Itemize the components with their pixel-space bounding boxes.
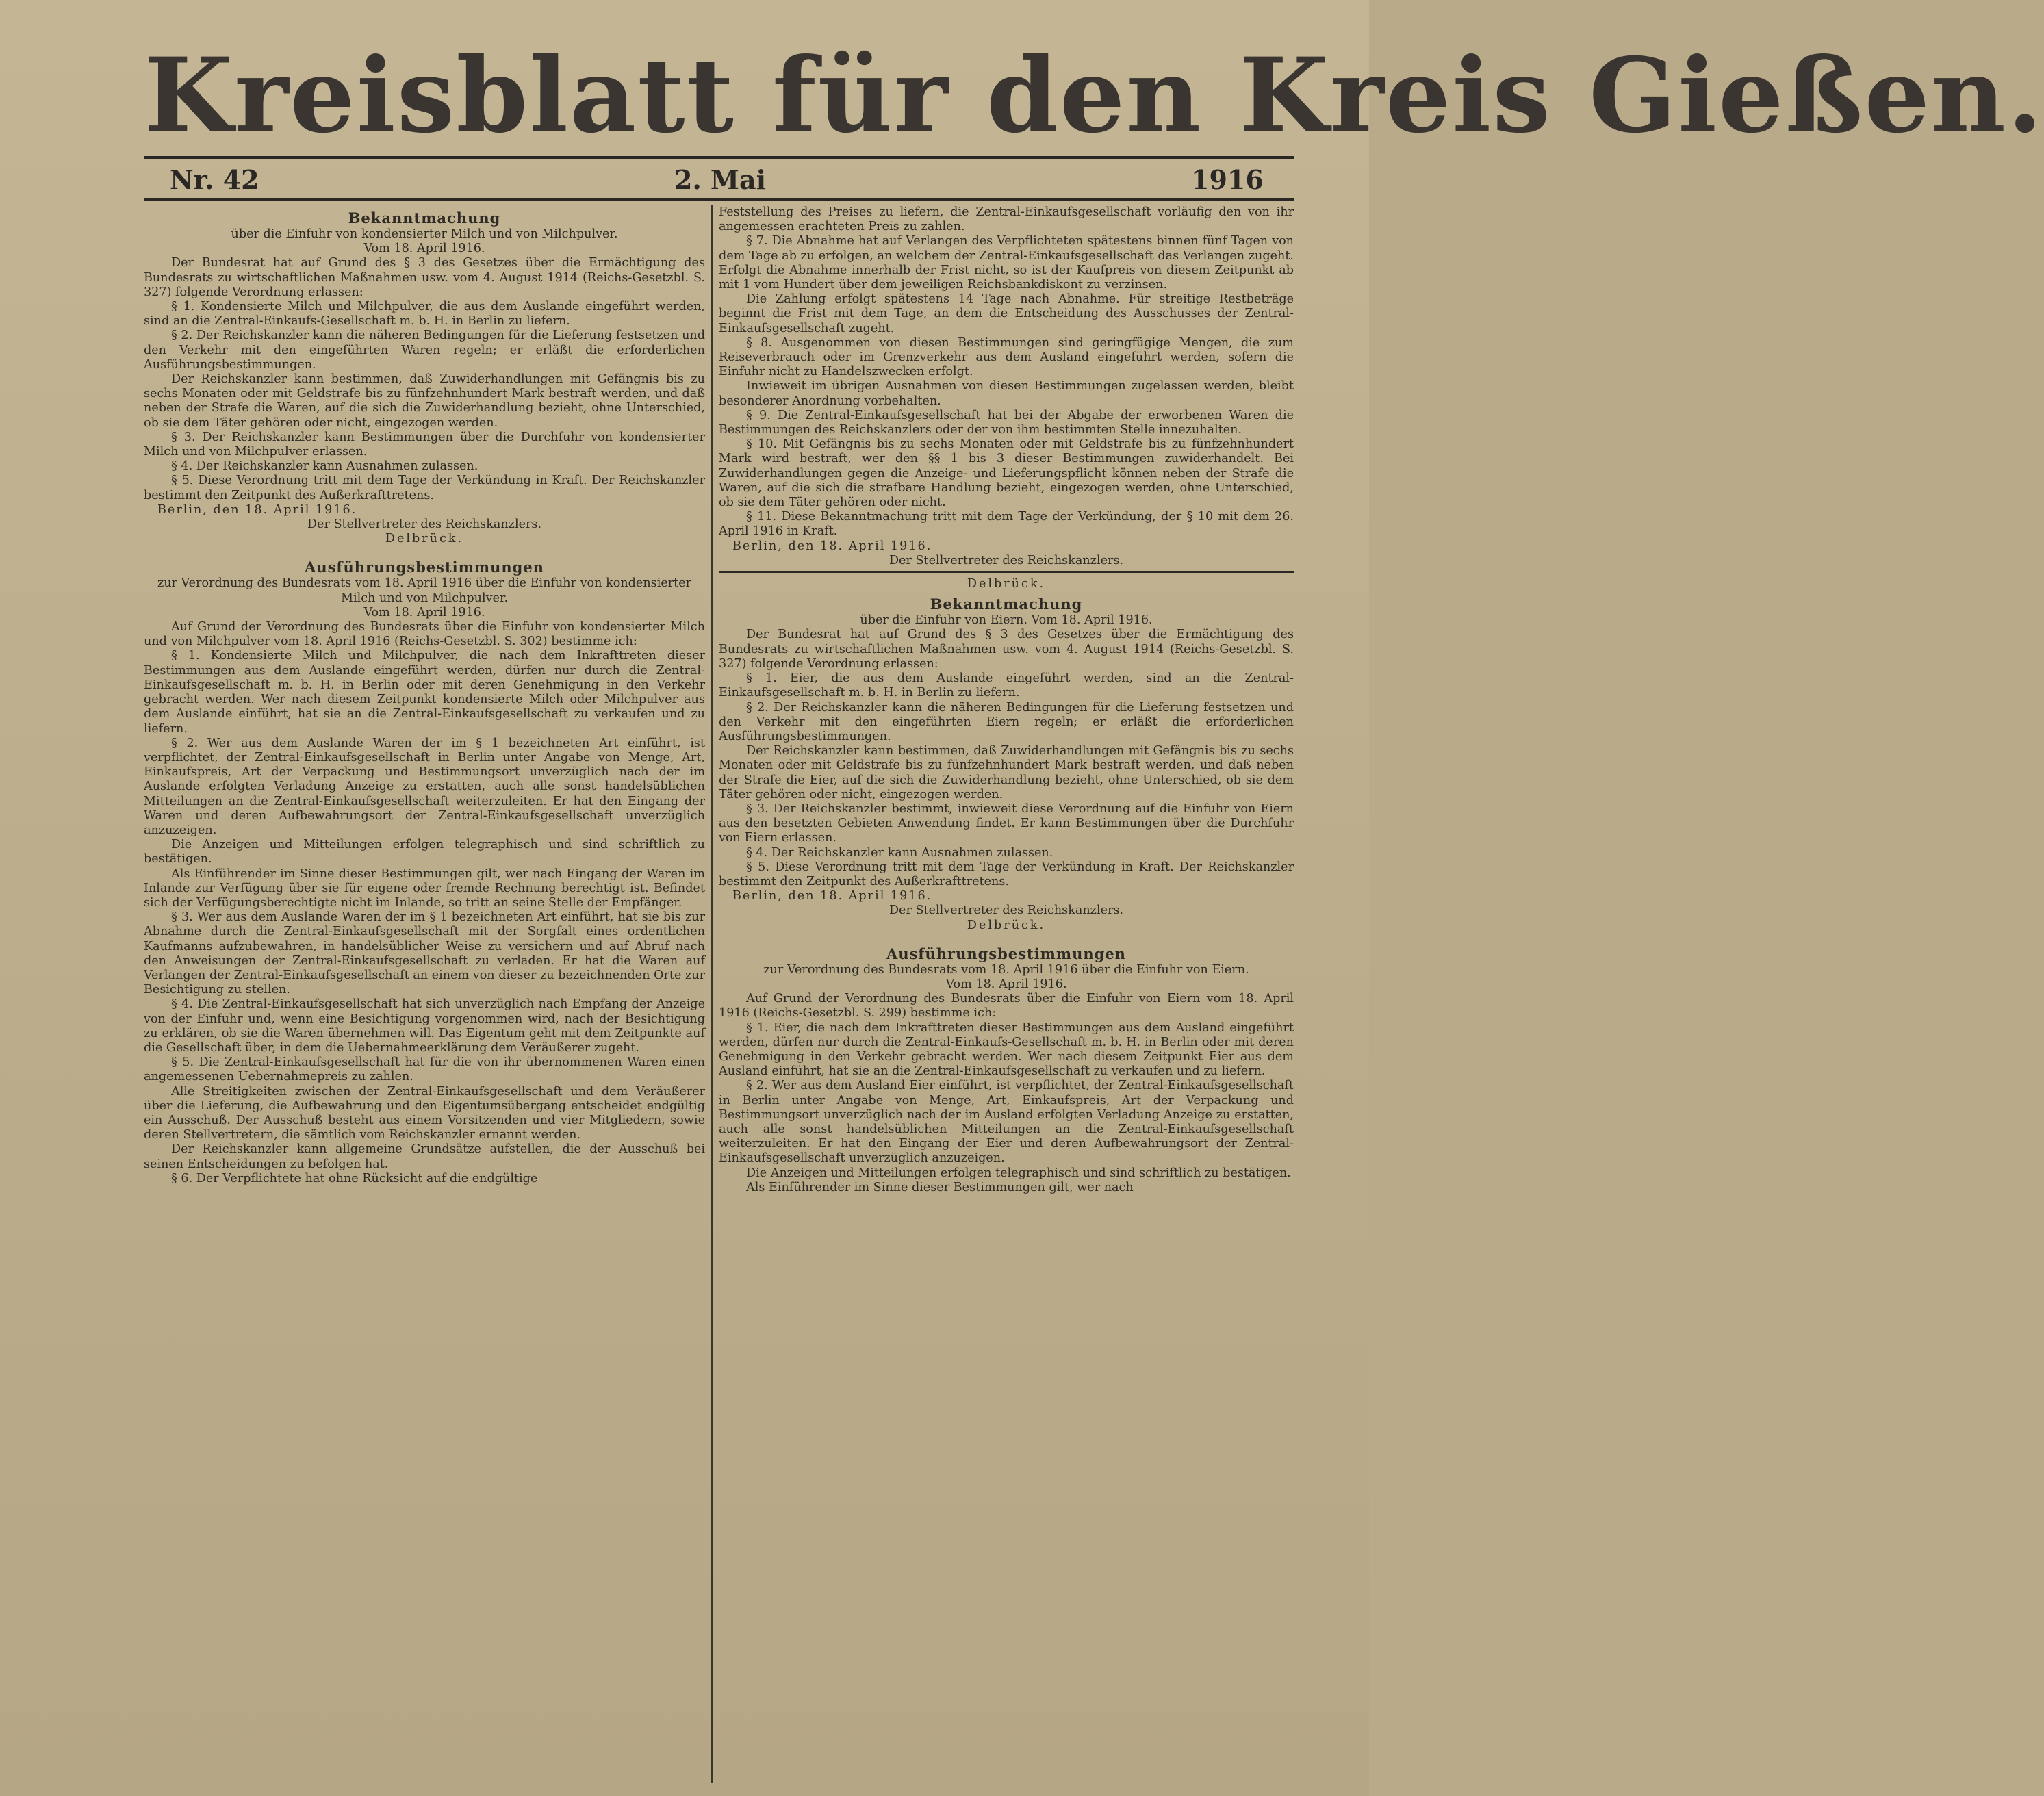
article-subtitle: zur Verordnung des Bundesrats vom 18. April 1916 über die Einfuhr von kondensierter Milch und von Milchpulver. — [157, 576, 692, 605]
article-paragraph: § 5. Die Zentral-Einkaufsgesellschaft hat für die von ihr übernommenen Waren einen angemessenen Uebernahmepreis zu zahlen. — [144, 1055, 705, 1084]
article-paragraph: § 5. Diese Verordnung tritt mit dem Tage der Verkündung in Kraft. Der Reichskanzler bestimmt den Zeitpunkt des Außerkrafttretens. — [144, 474, 705, 502]
article-subtitle-date: Vom 18. April 1916. — [363, 242, 485, 256]
article-paragraph: § 2. Der Reichskanzler kann die näheren Bedingungen für die Lieferung festsetzen und den Verkehr mit den eingeführten Eiern regeln; er erläßt die erforderlichen Ausführungsbestimmungen. — [719, 700, 1294, 743]
article-heading: Bekanntmachung — [930, 595, 1083, 613]
article-paragraph: § 7. Die Abnahme hat auf Verlangen des Verpflichteten spätestens binnen fünf Tagen von dem Tage ab zu erfolgen, an welchem der Zentral-Einkaufsgesellschaft das Verlangen zugeht. Erfolgt die Abnahme innerhalb der Frist nicht, so ist der Kaufpreis von diesem Zeitpunkt ab mit 1 vom Hundert über dem jeweiligen Reichsbankdiskont zu verzinsen. — [719, 234, 1294, 292]
article-subtitle: zur Verordnung des Bundesrats vom 18. April 1916 über die Einfuhr von Eiern. — [763, 962, 1249, 977]
article-paragraph: Als Einführender im Sinne dieser Bestimmungen gilt, wer nach — [746, 1180, 1134, 1194]
article-paragraph: Feststellung des Preises zu liefern, die Zentral-Einkaufsgesellschaft vorläufig den von ihr angemessen erachteten Preis zu zahlen. — [719, 205, 1294, 234]
article-heading: Ausführungsbestimmungen — [305, 559, 544, 576]
signature-place-date: Berlin, den 18. April 1916. — [732, 539, 932, 553]
article-paragraph: Der Bundesrat hat auf Grund des § 3 des Gesetzes über die Ermächtigung des Bundesrats zu wirtschaftlichen Maßnahmen usw. vom 4. August 1914 (Reichs-Gesetzbl. S. 327) folgende Verordnung erlassen: — [719, 628, 1294, 671]
article-paragraph: § 10. Mit Gefängnis bis zu sechs Monaten oder mit Geldstrafe bis zu fünfzehnhundert Mark wird bestraft, wer den §§ 1 bis 3 dieser Bestimmungen zuwiderhandelt. Bei Zuwiderhandlungen gegen die Anzeige- und Lieferungspflicht können neben der Strafe die Waren, auf die sich die strafbare Handlung bezieht, eingezogen werden, ohne Unterschied, ob sie dem Täter gehören oder nicht. — [719, 437, 1294, 510]
article-paragraph: § 4. Die Zentral-Einkaufsgesellschaft hat sich unverzüglich nach Empfang der Anzeige von der Einfuhr und, wenn eine Besichtigung vorgenommen wird, nach der Besichtigung zu erklären, ob sie die Waren übernehmen will. Das Eigentum geht mit dem Zeitpunkte auf die Gesellschaft über, in dem die Uebernahmeerklärung dem Veräußerer zugeht. — [144, 997, 705, 1055]
masthead-rule-bottom — [144, 198, 1294, 201]
article-subtitle-date: Vom 18. April 1916. — [945, 977, 1067, 991]
masthead-rule-top — [144, 156, 1294, 159]
article-paragraph: § 6. Der Verpflichtete hat ohne Rücksicht auf die endgültige — [171, 1171, 538, 1185]
article-paragraph: § 4. Der Reichskanzler kann Ausnahmen zulassen. — [171, 459, 478, 474]
article-paragraph: Die Anzeigen und Mitteilungen erfolgen telegraphisch und sind schriftlich zu bestätigen. — [746, 1166, 1291, 1180]
article-paragraph: § 1. Kondensierte Milch und Milchpulver, die aus dem Auslande eingeführt werden, sind an die Zentral-Einkaufs-Gesellschaft m. b. H. in Berlin zu liefern. — [144, 300, 705, 329]
article-paragraph: § 2. Der Reichskanzler kann die näheren Bedingungen für die Lieferung festsetzen und den Verkehr mit den eingeführten Waren regeln; er erläßt die erforderlichen Ausführungsbestimmungen. — [144, 329, 705, 372]
masthead-title: Kreisblatt für den Kreis Gießen. — [144, 36, 2044, 156]
article-paragraph: § 4. Der Reichskanzler kann Ausnahmen zulassen. — [746, 845, 1053, 860]
article-paragraph: Die Anzeigen und Mitteilungen erfolgen telegraphisch und sind schriftlich zu bestätigen. — [144, 838, 705, 867]
article-paragraph: § 3. Der Reichskanzler bestimmt, inwieweit diese Verordnung auf die Einfuhr von Eiern aus den besetzten Gebieten Anwendung findet. Er kann Bestimmungen über die Durchfuhr von Eiern erlassen. — [719, 801, 1294, 845]
article-heading: Bekanntmachung — [348, 209, 501, 227]
article-paragraph: Inwieweit im übrigen Ausnahmen von diesen Bestimmungen zugelassen werden, bleibt besonderer Anordnung vorbehalten. — [719, 379, 1294, 408]
article-subtitle: über die Einfuhr von kondensierter Milch und von Milchpulver. — [231, 227, 618, 241]
column-separator — [711, 205, 713, 1783]
right-column — [719, 205, 1294, 1783]
article-paragraph: Auf Grund der Verordnung des Bundesrats über die Einfuhr von Eiern vom 18. April 1916 (Reichs-Gesetzbl. S. 299) bestimme ich: — [719, 992, 1294, 1021]
article-paragraph: § 1. Eier, die nach dem Inkrafttreten dieser Bestimmungen aus dem Ausland eingeführt werden, dürfen nur durch die Zentral-Einkaufs-Gesellschaft m. b. H. in Berlin oder mit deren Genehmigung in den Verkehr gebracht werden. Wer nach diesem Zeitpunkt Eier aus dem Ausland einführt, hat sie an die Zentral-Einkaufsgesellschaft zu verkaufen und zu liefern. — [719, 1021, 1294, 1079]
signature-name: Delbrück. — [967, 577, 1046, 591]
article-paragraph: § 9. Die Zentral-Einkaufsgesellschaft hat bei der Abgabe der erworbenen Waren die Bestimmungen des Reichskanzlers oder der von ihm bestimmten Stelle innezuhalten. — [719, 408, 1294, 437]
signature-name: Delbrück. — [385, 532, 464, 546]
article-subtitle-date: Vom 18. April 1916. — [363, 605, 485, 619]
signature-place-date: Berlin, den 18. April 1916. — [732, 889, 932, 903]
article-paragraph: Auf Grund der Verordnung des Bundesrats über die Einfuhr von kondensierter Milch und von Milchpulver vom 18. April 1916 (Reichs-Gesetzbl. S. 302) bestimme ich: — [144, 620, 705, 649]
signature-title: Der Stellvertreter des Reichskanzlers. — [889, 553, 1124, 567]
article-paragraph: Als Einführender im Sinne dieser Bestimmungen gilt, wer nach Eingang der Waren im Inlande zur Verfügung über sie für eigene oder fremde Rechnung berechtigt ist. Befindet sich der Verfügungsberechtigte nicht im Inlande, so tritt an seine Stelle der Empfänger. — [144, 867, 705, 910]
article-paragraph: Der Reichskanzler kann bestimmen, daß Zuwiderhandlungen mit Gefängnis bis zu sechs Monaten oder mit Geldstrafe bis zu fünfzehnhundert Mark bestraft werden, und daß neben der Strafe die Eier, auf die sich die Zuwiderhandlung bezieht, ohne Unterschied, ob sie dem Täter gehören oder nicht, eingezogen werden. — [719, 744, 1294, 801]
article-heading: Ausführungsbestimmungen — [886, 945, 1126, 962]
article-paragraph: § 8. Ausgenommen von diesen Bestimmungen sind geringfügige Mengen, die zum Reiseverbrauch oder im Grenzverkehr aus dem Ausland eingeführt werden, sofern die Einfuhr nicht zu Handelszwecken erfolgt. — [719, 335, 1294, 379]
article-paragraph: § 3. Der Reichskanzler kann Bestimmungen über die Durchfuhr von kondensierter Milch und von Milchpulver erlassen. — [144, 430, 705, 459]
signature-title: Der Stellvertreter des Reichskanzlers. — [307, 517, 542, 532]
article-paragraph: § 2. Wer aus dem Auslande Waren der im § 1 bezeichneten Art einführt, ist verpflichtet, der Zentral-Einkaufsgesellschaft in Berlin unter Angabe von Menge, Art, Einkaufspreis, Art der Verpackung und Bestimmungsort unverzüglich nach der im Auslande erfolgten Verladung Anzeige zu erstatten, auch alle sonst handelsüblichen Mitteilungen an die Zentral-Einkaufsgesellschaft weiterzuleiten. Er hat den Eingang der Waren und deren Aufbewahrungsort der Zentral-Einkaufsgesellschaft unverzüglich anzuzeigen. — [144, 736, 705, 837]
issue-year: 1916 — [1191, 164, 1264, 195]
article-paragraph: § 3. Wer aus dem Auslande Waren der im § 1 bezeichneten Art einführt, hat sie bis zur Abnahme durch die Zentral-Einkaufsgesellschaft mit der Sorgfalt eines ordentlichen Kaufmanns aufzubewahren, in handelsüblicher Weise zu versichern und auf Abruf nach den Anweisungen der Zentral-Einkaufsgesellschaft zu verladen. Er hat die Waren auf Verlangen der Zentral-Einkaufsgesellschaft an einem von dieser zu bezeichnenden Orte zur Besichtigung zu stellen. — [144, 910, 705, 997]
article-divider — [719, 571, 1294, 573]
article-paragraph: § 11. Diese Bekanntmachung tritt mit dem Tage der Verkündung, der § 10 mit dem 26. April 1916 in Kraft. — [719, 510, 1294, 539]
article-paragraph: § 2. Wer aus dem Ausland Eier einführt, ist verpflichtet, der Zentral-Einkaufsgesellschaft in Berlin unter Angabe von Menge, Art, Einkaufspreis, Art der Verpackung und Bestimmungsort unverzüglich nach der im Ausland erfolgten Verladung Anzeige zu erstatten, auch alle sonst handelsüblichen Mitteilungen an die Zentral-Einkaufsgesellschaft weiterzuleiten. Er hat den Eingang der Eier und deren Aufbewahrungsort der Zentral-Einkaufsgesellschaft unverzüglich anzuzeigen. — [719, 1079, 1294, 1166]
article-subtitle: über die Einfuhr von Eiern. Vom 18. April 1916. — [860, 613, 1153, 628]
article-paragraph: Der Reichskanzler kann allgemeine Grundsätze aufstellen, die der Ausschuß bei seinen Entscheidungen zu befolgen hat. — [144, 1142, 705, 1171]
signature-place-date: Berlin, den 18. April 1916. — [157, 502, 357, 517]
issue-number: Nr. 42 — [170, 164, 259, 195]
article-paragraph: § 5. Diese Verordnung tritt mit dem Tage der Verkündung in Kraft. Der Reichskanzler bestimmt den Zeitpunkt des Außerkrafttretens. — [719, 860, 1294, 888]
signature-name: Delbrück. — [967, 918, 1046, 932]
left-column — [144, 205, 705, 1783]
signature-title: Der Stellvertreter des Reichskanzlers. — [889, 903, 1124, 918]
article-paragraph: § 1. Kondensierte Milch und Milchpulver, die nach dem Inkrafttreten dieser Bestimmungen aus dem Auslande eingeführt werden, dürfen nur durch die Zentral-Einkaufsgesellschaft m. b. H. in Berlin oder mit deren Genehmigung in den Verkehr gebracht werden. Wer nach diesem Zeitpunkt kondensierte Milch oder Milchpulver aus dem Auslande einführt, hat sie an die Zentral-Einkaufsgesellschaft zu verkaufen und zu liefern. — [144, 649, 705, 736]
article-paragraph: Der Bundesrat hat auf Grund des § 3 des Gesetzes über die Ermächtigung des Bundesrats zu wirtschaftlichen Maßnahmen usw. vom 4. August 1914 (Reichs-Gesetzbl. S. 327) folgende Verordnung erlassen: — [144, 256, 705, 299]
article-paragraph: Alle Streitigkeiten zwischen der Zentral-Einkaufsgesellschaft und dem Veräußerer über die Lieferung, die Aufbewahrung und den Eigentumsübergang entscheidet endgültig ein Ausschuß. Der Ausschuß besteht aus einem Vorsitzenden und vier Mitgliedern, sowie deren Stellvertretern, die sämtlich vom Reichskanzler ernannt werden. — [144, 1084, 705, 1142]
issue-date: 2. Mai — [674, 164, 767, 195]
article-paragraph: Der Reichskanzler kann bestimmen, daß Zuwiderhandlungen mit Gefängnis bis zu sechs Monaten oder mit Geldstrafe bis zu fünfzehnhundert Mark bestraft werden, und daß neben der Strafe die Waren, auf die sich die Zuwiderhandlung bezieht, ohne Unterschied, ob sie dem Täter gehören oder nicht, eingezogen werden. — [144, 372, 705, 430]
article-paragraph: § 1. Eier, die aus dem Auslande eingeführt werden, sind an die Zentral-Einkaufsgesellschaft m. b. H. in Berlin zu liefern. — [719, 671, 1294, 700]
article-paragraph: Die Zahlung erfolgt spätestens 14 Tage nach Abnahme. Für streitige Restbeträge beginnt die Frist mit dem Tage, an dem die Entscheidung des Ausschusses der Zentral-Einkaufsgesellschaft zugeht. — [719, 292, 1294, 335]
